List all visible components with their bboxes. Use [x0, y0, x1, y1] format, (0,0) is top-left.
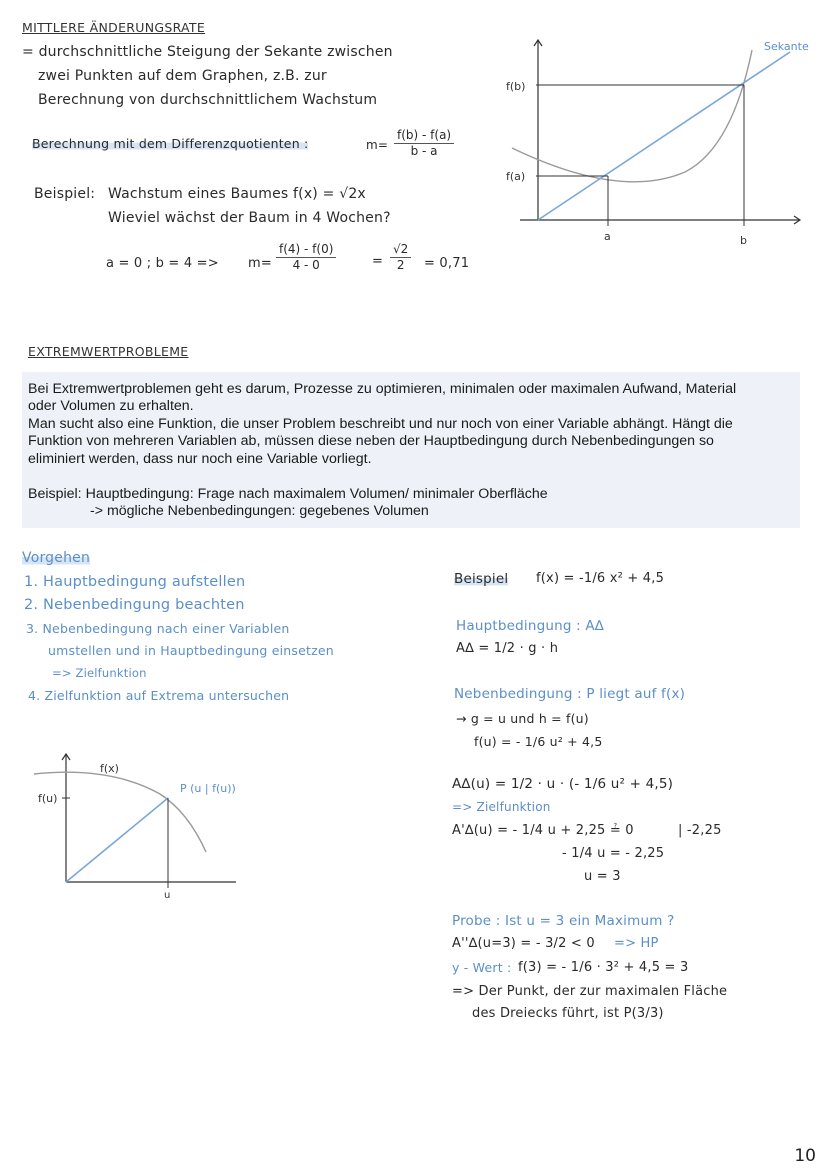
diffq-denominator: b - a — [410, 144, 438, 158]
info-line-5: eliminiert werden, dass nur noch eine Variable vorliegt. — [28, 451, 372, 467]
calc-numerator-2: √2 — [390, 242, 411, 258]
info-example-line-2: -> mögliche Nebenbedingungen: gegebenes Volumen — [90, 503, 429, 519]
label-fu: f(u) — [38, 792, 58, 805]
example-question: Wieviel wächst der Baum in 4 Wochen? — [108, 210, 391, 226]
hauptbedingung-title: Hauptbedingung : A∆ — [456, 618, 605, 634]
calc-denominator-1: 4 - 0 — [292, 258, 320, 272]
example2-function: f(x) = -1/6 x² + 4,5 — [536, 571, 665, 586]
derivative-formula: A'∆(u) = - 1/4 u + 2,25 ≟ 0 — [452, 823, 634, 838]
function-curve — [512, 50, 752, 182]
info-line-2: oder Volumen zu erhalten. — [28, 398, 194, 414]
conclusion-line-1: => Der Punkt, der zur maximalen Fläche — [452, 984, 728, 999]
label-u: u — [164, 890, 171, 901]
info-line-3: Man sucht also eine Funktion, die unser Problem beschreibt und nur noch von einer Variable abhängt. Hängt die — [28, 416, 733, 432]
step-3c: => Zielfunktion — [52, 666, 147, 680]
probe-hp: => HP — [614, 936, 659, 951]
calc-fraction-2 — [390, 242, 411, 273]
triangle-hypotenuse — [66, 798, 168, 882]
example-text: Wachstum eines Baumes f(x) = √2x — [108, 186, 366, 202]
label-a: a — [604, 230, 611, 243]
example-label: Beispiel: — [34, 186, 96, 202]
vorgehen-title: Vorgehen — [22, 550, 91, 566]
example2-label: Beispiel — [454, 571, 509, 587]
zielfunktion-formula: A∆(u) = 1/2 · u · (- 1/6 u² + 4,5) — [452, 776, 674, 792]
step-3a: 3. Nebenbedingung nach einer Variablen — [26, 621, 290, 636]
calc-a-b: a = 0 ; b = 4 => — [106, 256, 219, 271]
step-3b: umstellen und in Hauptbedingung einsetzen — [48, 643, 334, 658]
zielfunktion-label: => Zielfunktion — [452, 800, 551, 814]
diffq-numerator: f(b) - f(a) — [394, 128, 454, 144]
calc-numerator-1: f(4) - f(0) — [276, 242, 336, 258]
probe-title: Probe : Ist u = 3 ein Maximum ? — [452, 913, 675, 929]
y-value-formula: f(3) = - 1/6 · 3² + 4,5 = 3 — [518, 960, 689, 975]
section-title-aenderungsrate: MITTLERE ÄNDERUNGSRATE — [22, 20, 206, 35]
diffq-m: m= — [366, 138, 389, 152]
difference-quotient-fraction — [394, 128, 454, 159]
info-line-1: Bei Extremwertproblemen geht es darum, Prozesse zu optimieren, minimalen oder maximalen Aufwand, Material — [28, 381, 737, 397]
nebenbedingung-title: Nebenbedingung : P liegt auf f(x) — [454, 686, 686, 702]
label-point-p: P (u | f(u)) — [180, 782, 236, 795]
section-title-extremwert: EXTREMWERTPROBLEME — [28, 344, 189, 359]
page-number: 10 — [794, 1146, 816, 1166]
nebenbedingung-line-1: → g = u und h = f(u) — [456, 711, 589, 726]
label-fb: f(b) — [506, 80, 526, 93]
hauptbedingung-formula: A∆ = 1/2 · g · h — [456, 641, 559, 656]
step-2: 2. Nebenbedingung beachten — [24, 597, 245, 613]
definition-line-1: = durchschnittliche Steigung der Sekante zwischen — [22, 44, 393, 60]
label-sekante: Sekante — [764, 40, 809, 53]
label-fx: f(x) — [100, 762, 119, 775]
secant-line — [538, 52, 790, 220]
nebenbedingung-line-2: f(u) = - 1/6 u² + 4,5 — [474, 734, 603, 749]
calc-m: m= — [248, 256, 272, 271]
secant-graph — [500, 30, 820, 260]
y-value-label: y - Wert : — [452, 960, 512, 975]
info-example-line-1: Beispiel: Hauptbedingung: Frage nach maximalem Volumen/ minimaler Oberfläche — [28, 486, 548, 502]
definition-line-3: Berechnung von durchschnittlichem Wachstum — [38, 92, 378, 108]
conclusion-line-2: des Dreiecks führt, ist P(3/3) — [472, 1006, 664, 1021]
step-4: 4. Zielfunktion auf Extrema untersuchen — [28, 688, 290, 703]
triangle-graph — [30, 748, 260, 908]
info-line-4: Funktion von mehreren Variablen ab, müssen diese neben der Hauptbedingung durch Nebenbedingungen so — [28, 433, 714, 449]
calc-fraction-1 — [276, 242, 336, 273]
label-fa: f(a) — [506, 170, 526, 183]
step-1: 1. Hauptbedingung aufstellen — [24, 574, 246, 590]
definition-line-2: zwei Punkten auf dem Graphen, z.B. zur — [38, 68, 327, 84]
derivative-line-3: u = 3 — [584, 869, 621, 884]
calc-equals: = — [372, 254, 384, 269]
calc-denominator-2: 2 — [396, 258, 405, 272]
difference-quotient-label: Berechnung mit dem Differenzquotienten : — [32, 136, 309, 151]
derivative-operation: | -2,25 — [678, 823, 722, 838]
calc-result: = 0,71 — [424, 256, 470, 271]
derivative-line-2: - 1/4 u = - 2,25 — [562, 846, 665, 861]
label-b: b — [740, 234, 747, 247]
probe-line-1: A''∆(u=3) = - 3/2 < 0 — [452, 936, 595, 951]
